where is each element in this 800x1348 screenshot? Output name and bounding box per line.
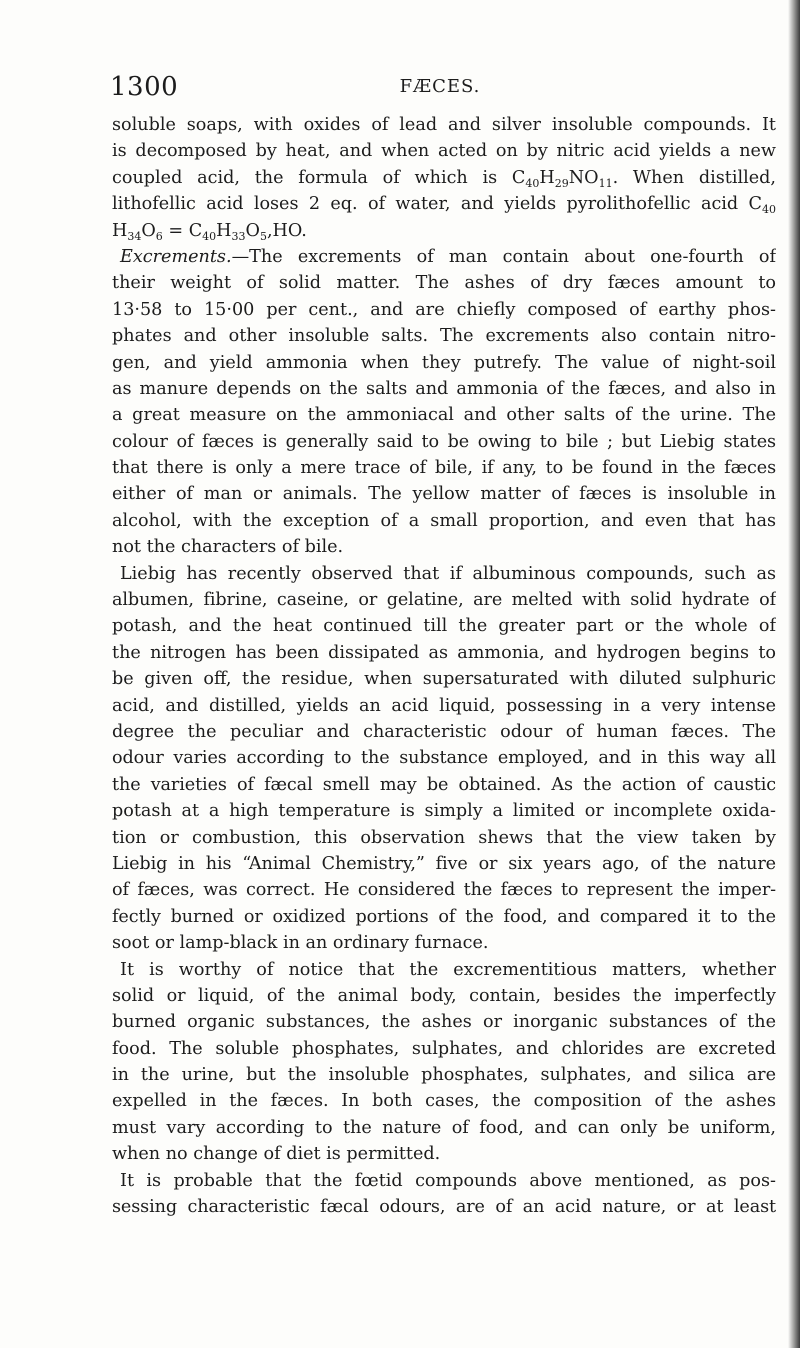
text-line: colour of fæces is generally said to be owing to bile ; but Liebig states	[112, 431, 776, 452]
text-line: tion or combustion, this observation shews that the view taken by	[112, 827, 776, 848]
text-line-formula: $H_{34}O_6 = C_{40}H_{33}O_5,HO$.	[112, 220, 307, 243]
text-line: in the urine, but the insoluble phosphates, sulphates, and silica are	[112, 1065, 776, 1086]
text-line: Excrements.—The excrements of man contain about one-fourth of	[120, 246, 776, 267]
page-edge-shadow	[788, 0, 800, 1348]
text-line: when no change of diet is permitted.	[112, 1144, 441, 1165]
text-line: as manure depends on the salts and ammonia of the fæces, and also in	[112, 378, 776, 399]
text-line: phates and other insoluble salts. The excrements also contain nitro-	[112, 326, 776, 347]
paragraph-liebig	[112, 561, 776, 957]
paragraph-excrementitious	[112, 957, 776, 1168]
running-title: FÆCES.	[399, 76, 481, 97]
text-line: either of man or animals. The yellow matter of fæces is insoluble in	[112, 484, 776, 505]
text-line-formula: lithofellic acid loses 2 eq. of water, and yields pyrolithofellic acid $C_{40}$	[112, 194, 776, 217]
text-line: acid, and distilled, yields an acid liquid, possessing in a very intense	[112, 695, 776, 716]
text-line: odour varies according to the substance employed, and in this way all	[112, 748, 776, 769]
page-header	[110, 72, 770, 112]
paragraph-lithofellic	[112, 112, 776, 244]
text-line: albumen, fibrine, caseine, or gelatine, are melted with solid hydrate of	[112, 590, 776, 611]
section-heading-excrements: Excrements.	[120, 246, 232, 267]
paragraph-excrements	[112, 244, 776, 561]
text-line: potash at a high temperature is simply a limited or incomplete oxida-	[112, 801, 776, 822]
text-line: soluble soaps, with oxides of lead and silver insoluble compounds. It	[112, 115, 776, 135]
text-line: burned organic substances, the ashes or inorganic substances of the	[112, 1012, 776, 1033]
text-line: It is probable that the fœtid compounds above mentioned, as pos-	[120, 1170, 776, 1191]
text-line: solid or liquid, of the animal body, contain, besides the imperfectly	[112, 985, 776, 1006]
text-line: be given off, the residue, when supersaturated with diluted sulphuric	[112, 669, 776, 690]
text-line: alcohol, with the exception of a small proportion, and even that has	[112, 510, 776, 531]
text-line: fectly burned or oxidized portions of the food, and compared it to the	[112, 906, 776, 927]
text-line: Liebig in his “Animal Chemistry,” five or six years ago, of the nature	[112, 853, 776, 874]
text-line: It is worthy of notice that the excrementitious matters, whether	[120, 959, 776, 980]
text-line: a great measure on the ammoniacal and other salts of the urine. The	[112, 405, 776, 426]
page-number: 1300	[110, 72, 179, 102]
text-line: sessing characteristic fæcal odours, are of an acid nature, or at least	[112, 1197, 776, 1218]
text-line: must vary according to the nature of food, and can only be uniform,	[112, 1117, 776, 1138]
text-line: expelled in the fæces. In both cases, the composition of the ashes	[112, 1091, 776, 1112]
text-line: is decomposed by heat, and when acted on by nitric acid yields a new	[112, 141, 776, 162]
text-line: potash, and the heat continued till the greater part or the whole of	[112, 616, 776, 637]
text-line: soot or lamp-black in an ordinary furnace.	[112, 933, 489, 954]
paragraph-foetid	[112, 1168, 776, 1221]
body-text	[112, 112, 776, 1220]
text-line: gen, and yield ammonia when they putrefy. The value of night-soil	[112, 352, 776, 373]
text-line: their weight of solid matter. The ashes of dry fæces amount to	[112, 273, 776, 294]
text-line-formula: coupled acid, the formula of which is $C_{40}H_{29}NO_{11}$. When distilled,	[112, 167, 776, 190]
text-line: Liebig has recently observed that if albuminous compounds, such as	[120, 563, 776, 584]
text-line: the varieties of fæcal smell may be obtained. As the action of caustic	[112, 774, 776, 795]
text-line: degree the peculiar and characteristic odour of human fæces. The	[112, 721, 776, 742]
text-line: 13·58 to 15·00 per cent., and are chiefly composed of earthy phos-	[112, 299, 776, 320]
text-line: that there is only a mere trace of bile, if any, to be found in the fæces	[112, 458, 776, 479]
text-line: the nitrogen has been dissipated as ammonia, and hydrogen begins to	[112, 642, 776, 663]
text-line: food. The soluble phosphates, sulphates, and chlorides are excreted	[112, 1038, 776, 1059]
text-line: not the characters of bile.	[112, 537, 344, 558]
text-line: of fæces, was correct. He considered the fæces to represent the imper-	[112, 880, 776, 901]
